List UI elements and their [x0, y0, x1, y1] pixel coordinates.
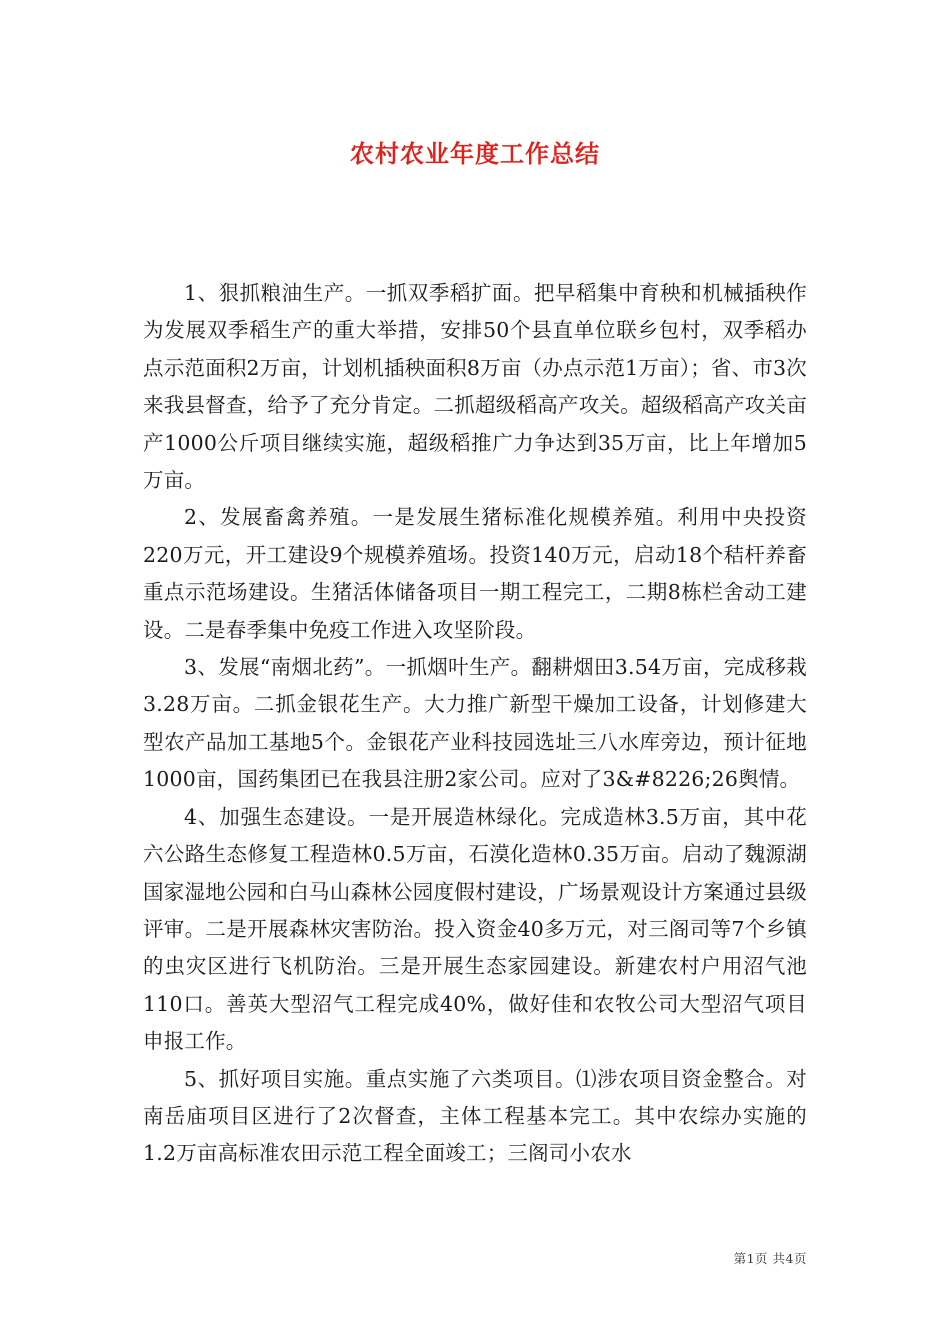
document-body: [143, 275, 807, 1173]
paragraph-2: 2、发展畜禽养殖。一是发展生猪标准化规模养殖。利用中央投资220万元，开工建设9个规模养殖场。投资140万元，启动18个秸杆养畜重点示范场建设。生猪活体储备项目一期工程完工，二期8栋栏舍动工建设。二是春季集中免疫工作进入攻坚阶段。: [143, 505, 807, 642]
paragraph-1: 1、狠抓粮油生产。一抓双季稻扩面。把早稻集中育秧和机械插秧作为发展双季稻生产的重大举措，安排50个县直单位联乡包村，双季稻办点示范面积2万亩，计划机插秧面积8万亩（办点示范1万亩）；省、市3次来我县督查，给予了充分肯定。二抓超级稻高产攻关。超级稻高产攻关亩产1000公斤项目继续实施，超级稻推广力争达到35万亩，比上年增加5万亩。: [143, 281, 807, 493]
paragraph-4: 4、加强生态建设。一是开展造林绿化。完成造林3.5万亩，其中花六公路生态修复工程造林0.5万亩，石漠化造林0.35万亩。启动了魏源湖国家湿地公园和白马山森林公园度假村建设，广场景观设计方案通过县级评审。二是开展森林灾害防治。投入资金40多万元，对三阁司等7个乡镇的虫灾区进行飞机防治。三是开展生态家园建设。新建农村户用沼气池110口。善英大型沼气工程完成40%，做好佳和农牧公司大型沼气项目申报工作。: [143, 804, 807, 1054]
page-number: 第1页 共4页: [733, 1251, 807, 1266]
paragraph-5: 5、抓好项目实施。重点实施了六类项目。⑴涉农项目资金整合。对南岳庙项目区进行了2次督查，主体工程基本完工。其中农综办实施的1.2万亩高标准农田示范工程全面竣工；三阁司小农水: [143, 1066, 807, 1166]
paragraph-3: 3、发展“南烟北药”。一抓烟叶生产。翻耕烟田3.54万亩，完成移栽3.28万亩。二抓金银花生产。大力推广新型干燥加工设备，计划修建大型农产品加工基地5个。金银花产业科技园选址三八水库旁边，预计征地1000亩，国药集团已在我县注册2家公司。应对了3&#8226;26舆情。: [143, 655, 807, 792]
page-title: 农村农业年度工作总结: [350, 139, 600, 168]
